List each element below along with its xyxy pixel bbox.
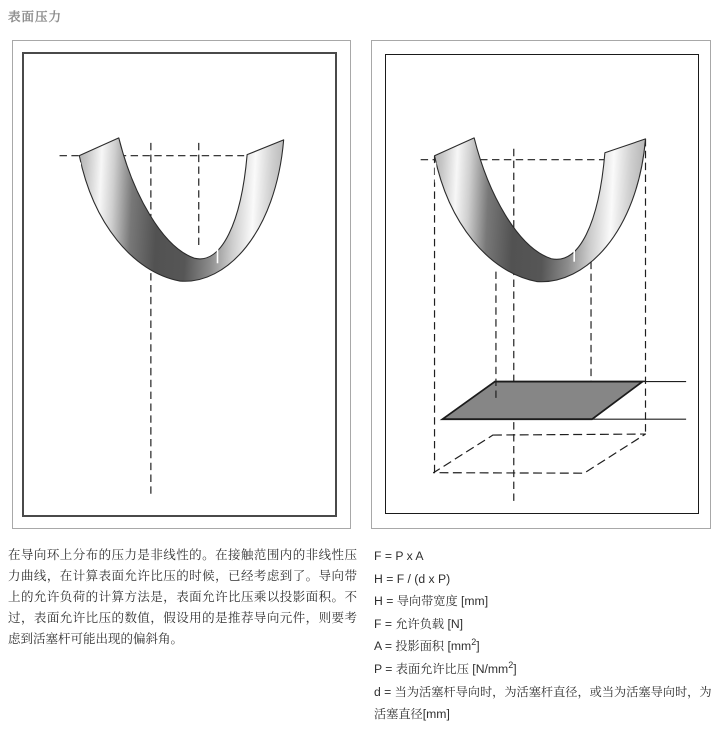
formula-line: H = 导向带宽度 [mm] — [374, 594, 489, 609]
figure-frame-left — [22, 52, 337, 517]
formula-line: H = F / (d x P) — [374, 571, 451, 586]
formula-line: P = 表面允许比压 $[N/mm^2]$ — [374, 659, 517, 676]
figure-panel-left — [12, 40, 351, 529]
formula-line: F = 允许负载 [N] — [374, 616, 464, 631]
pressure-distribution-figure — [24, 54, 335, 515]
base-outline-dashed — [434, 434, 646, 473]
description-paragraph: 在导向环上分布的压力是非线性的。在接触范围内的非线性压力曲线，在计算表面允许比压的时候，已经考虑到了。导向带上的允许负荷的计算方法是，表面允许比压乘以投影面积。不过，表面允许比压的数值，假设用的是推荐导向元件，则要考虑到活塞杆可能出现的偏斜角。 — [8, 548, 357, 646]
guide-band-surface — [79, 138, 283, 281]
formula-line: A = 投影面积 $[mm^2]$ — [374, 637, 480, 654]
formula-line: d = 当为活塞杆导向时，为活塞杆直径，或当为活塞导向时，为活塞直径[mm] — [374, 684, 712, 722]
formula-line: F = P x A — [374, 549, 424, 563]
figure-panel-right — [371, 40, 711, 529]
projected-area-plane — [442, 382, 642, 420]
formula-list — [374, 545, 714, 726]
figure-frame-right — [385, 54, 699, 514]
page-title: 表面压力 — [8, 10, 63, 24]
projected-area-figure — [386, 55, 698, 513]
